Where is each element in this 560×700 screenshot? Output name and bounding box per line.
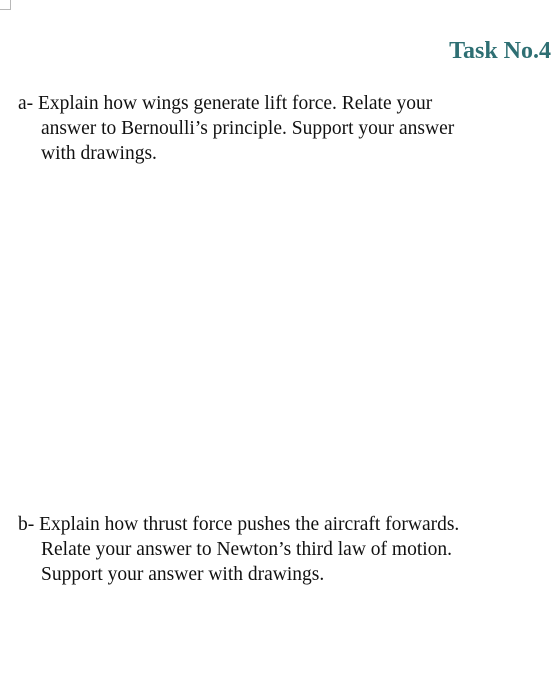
question-b-line-1: b- Explain how thrust force pushes the aircraft forwards.	[18, 514, 460, 535]
question-a-line-2: answer to Bernoulli’s principle. Support your answer	[41, 118, 455, 139]
question-a	[18, 91, 528, 166]
checkbox-icon	[0, 0, 11, 10]
question-b-line-2: Relate your answer to Newton’s third law of motion.	[41, 539, 453, 560]
question-a-line-1: a- Explain how wings generate lift force. Relate your	[18, 93, 433, 114]
question-b-line-3: Support your answer with drawings.	[41, 564, 325, 585]
question-a-line-3: with drawings.	[41, 143, 157, 164]
page-title: Task No.4	[449, 38, 551, 64]
question-b	[18, 512, 528, 587]
